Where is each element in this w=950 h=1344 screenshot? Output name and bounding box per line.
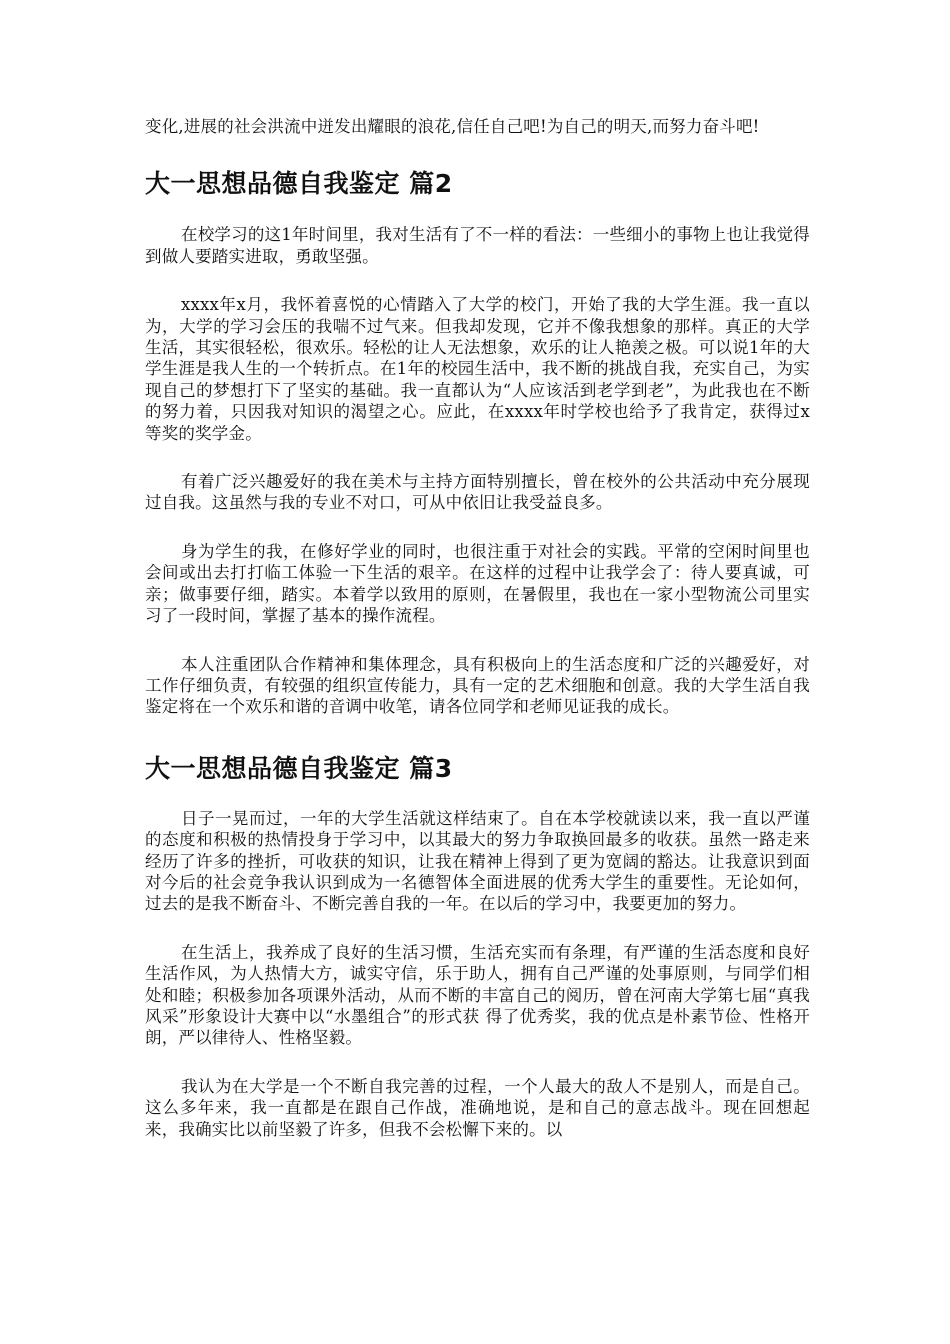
section-3-paragraph-1: 日子一晃而过，一年的大学生活就这样结束了。自在本学校就读以来，我一直以严谨的态度和积极的热情投身于学习中，以其最大的努力争取换回最多的收获。虽然一路走来经历了许多的挫折，可收获的知识，让我在精神上得到了更为宽阔的豁达。让我意识到面对今后的社会竞争我认识到成为一名德智体全面进展的优秀大学生的重要性。无论如何，过去的是我不断奋斗、不断完善自我的一年。在以后的学习中，我要更加的努力。: [145, 808, 810, 914]
section-3-paragraph-3: 我认为在大学是一个不断自我完善的过程，一个人最大的敌人不是别人，而是自己。这么多年来，我一直都是在跟自己作战，准确地说，是和自己的意志战斗。现在回想起来，我确实比以前坚毅了许多，但我不会松懈下来的。以: [145, 1076, 810, 1139]
section-2-heading: 大一思想品德自我鉴定 篇2: [145, 169, 453, 199]
section-3-heading: 大一思想品德自我鉴定 篇3: [145, 753, 453, 783]
section-2-paragraph-2: xxxx年x月，我怀着喜悦的心情踏入了大学的校门，开始了我的大学生涯。我一直以为，大学的学习会压的我喘不过气来。但我却发现，它并不像我想象的那样。真正的大学生活，其实很轻松，很欢乐。轻松的让人无法想象，欢乐的让人艳羡之极。可以说1年的大学生涯是我人生的一个转折点。在1年的校园生活中，我不断的挑战自我，充实自己，为实现自己的梦想打下了坚实的基础。我一直都认为“人应该活到老学到老”，为此我也在不断的努力着，只因我对知识的渴望之心。应此，在xxxx年时学校也给予了我肯定，获得过x等奖的奖学金。: [145, 295, 810, 443]
document-page: [145, 116, 810, 1140]
section-2-paragraph-5: 本人注重团队合作精神和集体理念，具有积极向上的生活态度和广泛的兴趣爱好，对工作仔细负责，有较强的组织宣传能力，具有一定的艺术细胞和创意。我的大学生活自我鉴定将在一个欢乐和谐的音调中收笔，请各位同学和老师见证我的成长。: [145, 654, 810, 717]
section-2-paragraph-3: 有着广泛兴趣爱好的我在美术与主持方面特别擅长，曾在校外的公共活动中充分展现过自我。这虽然与我的专业不对口，可从中依旧让我受益良多。: [145, 472, 810, 513]
section-3-paragraph-2: 在生活上，我养成了良好的生活习惯，生活充实而有条理，有严谨的生活态度和良好生活作风，为人热情大方，诚实守信，乐于助人，拥有自己严谨的处事原则，与同学们相处和睦；积极参加各项课外活动，从而不断的丰富自己的阅历，曾在河南大学第七届“真我风采”形象设计大赛中以“水墨组合”的形式获 得了优秀奖，我的优点是朴素节俭、性格开朗，严以律待人、性格坚毅。: [145, 942, 810, 1048]
section-2-paragraph-1: 在校学习的这1年时间里，我对生活有了不一样的看法：一些细小的事物上也让我觉得到做人要踏实进取，勇敢坚强。: [145, 225, 810, 266]
intro-paragraph: 变化,进展的社会洪流中迸发出耀眼的浪花,信任自己吧!为自己的明天,而努力奋斗吧!: [145, 117, 760, 136]
section-2-paragraph-4: 身为学生的我，在修好学业的同时，也很注重于对社会的实践。平常的空闲时间里也会间或出去打打临工体验一下生活的艰辛。在这样的过程中让我学会了：待人要真诚，可亲；做事要仔细，踏实。本着学以致用的原则，在暑假里，我也在一家小型物流公司里实习了一段时间，掌握了基本的操作流程。: [145, 541, 810, 626]
